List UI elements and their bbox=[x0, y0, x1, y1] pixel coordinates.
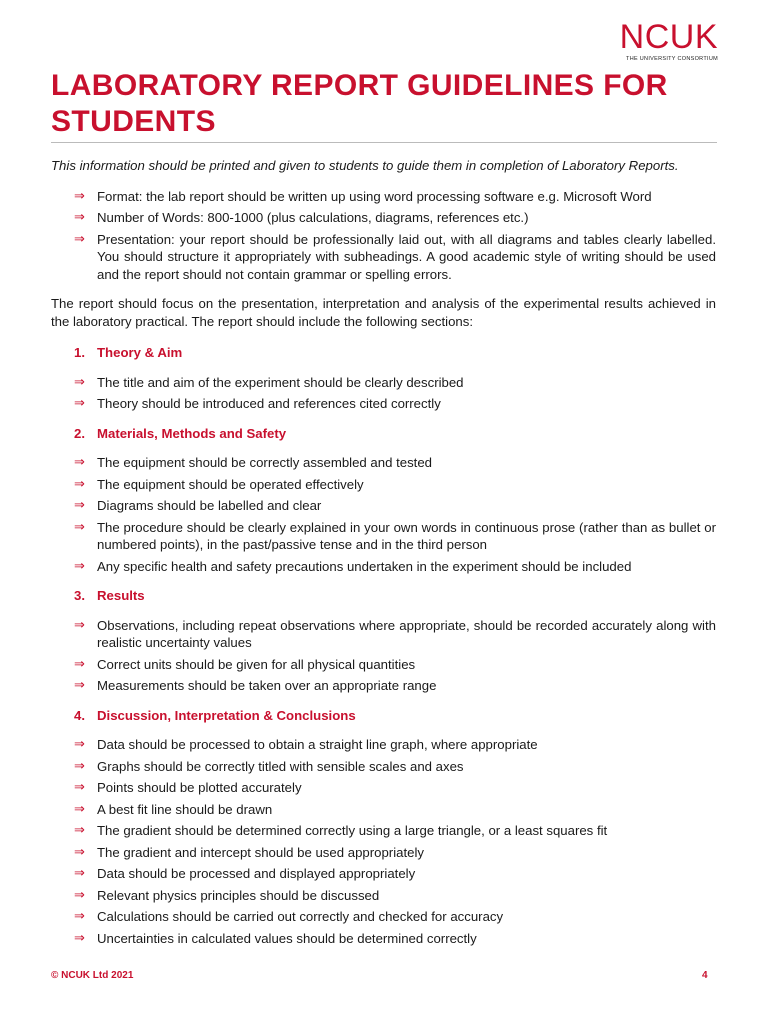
arrow-icon: ⇒ bbox=[74, 230, 85, 246]
list-item: ⇒ Presentation: your report should be professionally laid out, with all diagrams and tables clearly labelled. You should structure it appropriately with subheadings. A good academic style of writing should be used and the report should not contain grammar or spelling errors. bbox=[74, 230, 716, 282]
list-item: ⇒ The title and aim of the experiment should be clearly described bbox=[74, 373, 464, 390]
arrow-icon: ⇒ bbox=[74, 209, 85, 224]
section-1-list bbox=[51, 374, 716, 413]
list-item: ⇒ The procedure should be clearly explained in your own words in continuous prose (rather than as bullet or numbered points), in the past/passive tense and in the third person bbox=[74, 518, 716, 552]
arrow-icon: ⇒ bbox=[74, 373, 85, 389]
page-title: LABORATORY REPORT GUIDELINES FOR STUDENTS bbox=[51, 69, 668, 138]
section-3-list bbox=[51, 617, 716, 695]
list-item: ⇒ Number of Words: 800-1000 (plus calculations, diagrams, references etc.) bbox=[74, 209, 529, 225]
document-body bbox=[51, 157, 716, 959]
list-item: ⇒ Format: the lab report should be written up using word processing software e.g. Microsoft Word bbox=[74, 187, 652, 204]
arrow-icon: ⇒ bbox=[74, 497, 85, 512]
arrow-icon: ⇒ bbox=[74, 908, 85, 923]
section-4-list bbox=[51, 736, 716, 947]
list-item: ⇒ A best fit line should be drawn bbox=[74, 800, 273, 817]
arrow-icon: ⇒ bbox=[74, 677, 85, 692]
section-heading-materials-methods-safety: 2. Materials, Methods and Safety bbox=[74, 425, 287, 441]
list-item: ⇒ The equipment should be correctly assembled and tested bbox=[74, 454, 433, 470]
requirements-list bbox=[51, 188, 716, 284]
arrow-icon: ⇒ bbox=[74, 800, 85, 816]
focus-paragraph: The report should focus on the presentation, interpretation and analysis of the experimental results achieved in the laboratory practical. The report should include the following sections: bbox=[51, 296, 716, 329]
arrow-icon: ⇒ bbox=[74, 655, 85, 671]
footer-copyright: © NCUK Ltd 2021 bbox=[51, 970, 134, 981]
title-divider bbox=[51, 142, 717, 143]
logo-wordmark: NCUK bbox=[619, 18, 718, 56]
section-heading-results: 3. Results bbox=[74, 588, 145, 603]
arrow-icon: ⇒ bbox=[74, 557, 85, 573]
arrow-icon: ⇒ bbox=[74, 929, 85, 945]
list-item: ⇒ Any specific health and safety precautions undertaken in the experiment should be included bbox=[74, 557, 632, 574]
list-item: ⇒ Observations, including repeat observations where appropriate, should be recorded accurately along with realistic uncertainty values bbox=[74, 616, 716, 650]
list-item: ⇒ Data should be processed and displayed appropriately bbox=[74, 865, 416, 881]
list-item: ⇒ Data should be processed to obtain a straight line graph, where appropriate bbox=[74, 736, 538, 752]
arrow-icon: ⇒ bbox=[74, 886, 85, 902]
arrow-icon: ⇒ bbox=[74, 865, 85, 880]
list-item: ⇒ Uncertainties in calculated values should be determined correctly bbox=[74, 929, 477, 946]
arrow-icon: ⇒ bbox=[74, 822, 85, 837]
section-heading-theory-aim: 1. Theory & Aim bbox=[74, 345, 183, 360]
list-item: ⇒ Theory should be introduced and references cited correctly bbox=[74, 395, 441, 411]
list-item: ⇒ The gradient and intercept should be used appropriately bbox=[74, 843, 424, 860]
list-item: ⇒ The gradient should be determined correctly using a large triangle, or a least squares fit bbox=[74, 822, 608, 838]
intro-text: This information should be printed and given to students to guide them in completion of Laboratory Reports. bbox=[51, 158, 679, 173]
arrow-icon: ⇒ bbox=[74, 518, 85, 534]
arrow-icon: ⇒ bbox=[74, 454, 85, 469]
list-item: ⇒ Points should be plotted accurately bbox=[74, 779, 302, 795]
list-item: ⇒ Calculations should be carried out correctly and checked for accuracy bbox=[74, 908, 504, 924]
ncuk-logo bbox=[620, 20, 718, 62]
list-item: ⇒ Graphs should be correctly titled with sensible scales and axes bbox=[74, 757, 464, 774]
list-item: ⇒ The equipment should be operated effectively bbox=[74, 475, 364, 492]
arrow-icon: ⇒ bbox=[74, 475, 85, 491]
list-item: ⇒ Diagrams should be labelled and clear bbox=[74, 497, 322, 513]
logo-subtitle: THE UNIVERSITY CONSORTIUM bbox=[626, 56, 718, 62]
arrow-icon: ⇒ bbox=[74, 187, 85, 203]
page-number: 4 bbox=[702, 970, 708, 981]
section-2-list bbox=[51, 454, 716, 575]
arrow-icon: ⇒ bbox=[74, 843, 85, 859]
arrow-icon: ⇒ bbox=[74, 395, 85, 410]
list-item: ⇒ Correct units should be given for all physical quantities bbox=[74, 655, 416, 672]
arrow-icon: ⇒ bbox=[74, 757, 85, 773]
arrow-icon: ⇒ bbox=[74, 616, 85, 632]
arrow-icon: ⇒ bbox=[74, 736, 85, 751]
list-item: ⇒ Relevant physics principles should be discussed bbox=[74, 886, 380, 903]
section-heading-discussion: 4. Discussion, Interpretation & Conclusions bbox=[74, 707, 356, 723]
list-item: ⇒ Measurements should be taken over an appropriate range bbox=[74, 677, 437, 693]
arrow-icon: ⇒ bbox=[74, 779, 85, 794]
